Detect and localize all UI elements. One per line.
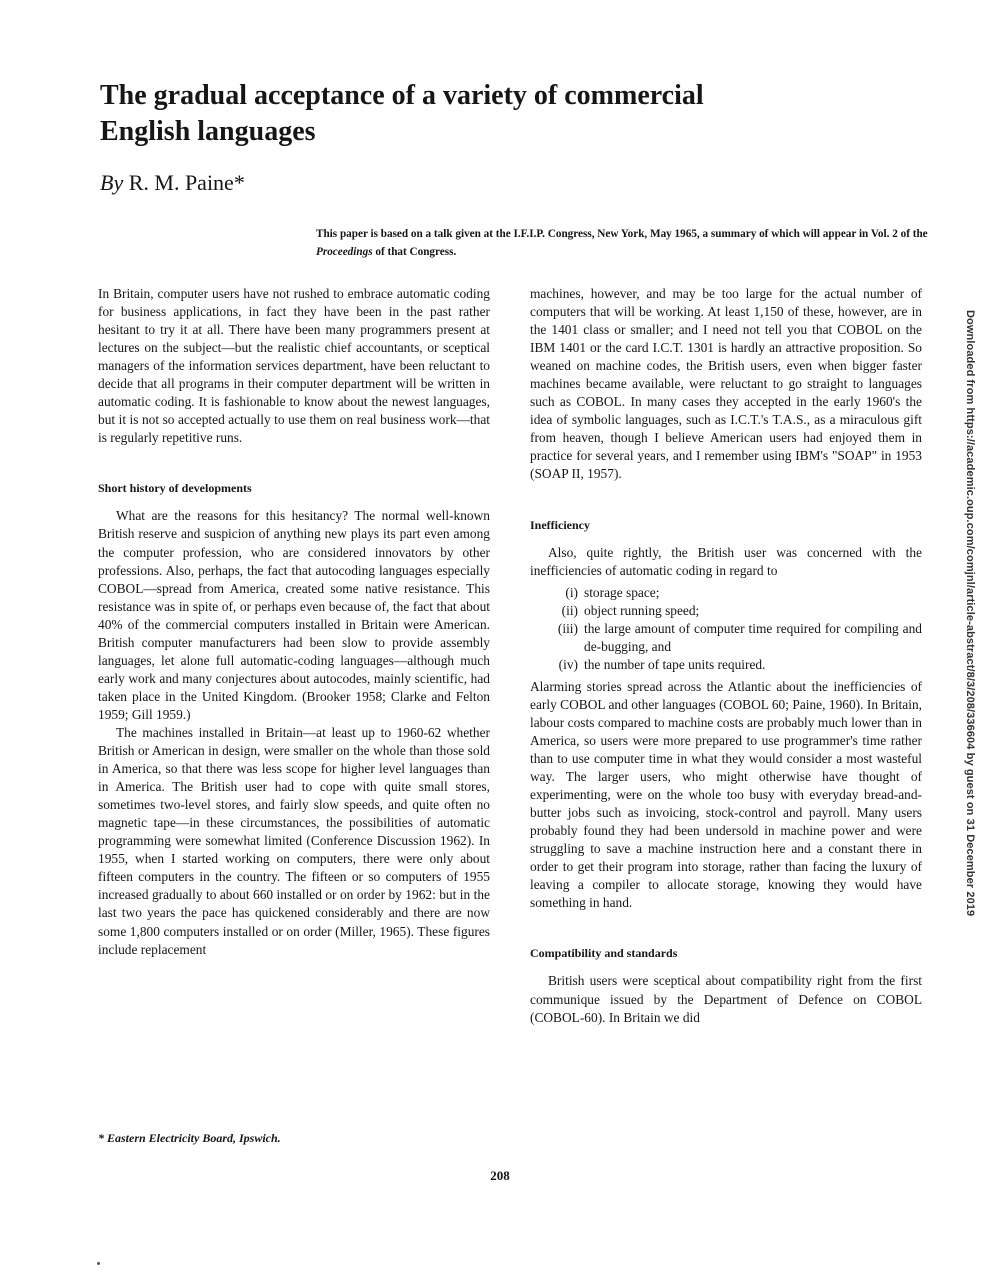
download-watermark-text: Downloaded from https://academic.oup.com/comjnl/article-abstract/8/3/208/336604 by guest on 31 December 2019 xyxy=(964,310,976,917)
scan-speck xyxy=(97,1262,100,1265)
footnote: * Eastern Electricity Board, Ipswich. xyxy=(98,1131,281,1145)
left-column xyxy=(98,285,490,959)
article-title: The gradual acceptance of a variety of commercial English languages xyxy=(100,80,704,147)
author-line xyxy=(100,170,245,196)
page-number: 208 xyxy=(490,1168,510,1183)
inefficiency-list xyxy=(530,584,922,674)
list-item: (i) storage space; xyxy=(565,584,660,600)
section-heading-compatibility: Compatibility and standards xyxy=(530,946,678,961)
continued-paragraph: machines, however, and may be too large for the actual number of computers that will be working. At least 1,150 of these, however, are in the 1401 class or smaller; and I need not tell you that COBOL on the IBM 1401 or the card I.C.T. 1301 is hardly an attractive proposition. So weaned on machine codes, the British users, even when bigger faster machines became available, were reluctant to go straight to languages such as COBOL. In many cases they accepted in the early 1960's the idea of symbolic languages, such as I.C.T.'s T.A.S., as a miraculous gift from heaven, though I believe American users had enjoyed them in practice for several years, and I remember using IBM's "SOAP" in 1953 (SOAP II, 1957). xyxy=(530,286,922,482)
note-text-before: This paper is based on a talk given at the I.F.I.P. Congress, New York, May 1965, a summary of which will appear in Vol. 2 of the xyxy=(316,228,928,240)
inefficiency-intro: Also, quite rightly, the British user was concerned with the inefficiencies of automatic coding in regard to xyxy=(530,544,922,578)
list-item: (iii) the large amount of computer time required for compiling and de-bugging, and xyxy=(557,620,922,654)
inefficiency-paragraph-2: Alarming stories spread across the Atlantic about the inefficiencies of early COBOL and other languages (COBOL 60; Paine, 1960). In Britain, labour costs compared to machine costs are probably much lower than in America, so users were more prepared to use programmer's time rather than to use computer time in what they would consider a most wasteful way. The larger users, who might otherwise have thought of experimenting, were on the whole too busy with everyday bread-and-butter jobs such as invoicing, stock-control and payroll. Many users probably found they had been undersold in machine power and were struggling to save a machine instruction here and a constant there in order to get their program into storage, rather than facing the luxury of leaving a compiler to allocate storage, knowing they would have something in hand. xyxy=(530,678,922,911)
list-item: (iv) the number of tape units required. xyxy=(558,656,766,672)
paper-note xyxy=(316,225,936,261)
download-watermark xyxy=(960,310,976,990)
note-text-italic: Proceedings xyxy=(316,246,373,258)
history-paragraph-2: The machines installed in Britain—at least up to 1960-62 whether British or American in design, were smaller on the whole than those sold in America, so that there was less scope for higher level languages than in America. The British user had to cope with quite small stores, sometimes two-level stores, and fairly slow speeds, and quite often no magnetic tape—in these circumstances, the possibilities of automatic programming were somewhat limited (Conference Discussion 1962). In 1955, when I started working on computers, there were only about fifteen computers in the country. The fifteen or so computers of 1955 increased gradually to about 660 installed or on order by 1962: but in the last two years the pace has quickened considerably and there are now some 1,800 computers installed or on order (Miller, 1965). These figures include replacement xyxy=(98,724,490,957)
compatibility-paragraph-1: British users were sceptical about compatibility right from the first communique issued by the Department of Defence on COBOL (COBOL-60). In Britain we did xyxy=(530,973,922,1025)
list-item: (ii) object running speed; xyxy=(561,602,700,618)
author-name: R. M. Paine* xyxy=(128,170,245,195)
right-column xyxy=(530,285,922,1027)
note-text-after: of that Congress. xyxy=(372,246,457,258)
section-heading-inefficiency: Inefficiency xyxy=(530,517,590,532)
author-prefix: By xyxy=(100,170,124,195)
intro-paragraph: In Britain, computer users have not rushed to embrace automatic coding for business applications, in fact they have been in the past rather hesitant to try it at all. There have been many programmers present at lectures on the subject—but the realistic chief accountants, or sceptical managers of the information services department, have been reluctant to decide that all programs in their computer department will be written in automatic coding. It is fashionable to know about the newest languages, but it is not so accepted actually to use them on real business work—that is regularly repetitive runs. xyxy=(98,286,490,446)
history-paragraph-1: What are the reasons for this hesitancy? The normal well-known British reserve and suspicion of anything new plays its part even among the computer profession, who are considered innovators by other professions. Also, perhaps, the fact that autocoding languages especially COBOL—spread from America, created some native resistance. This resistance was in spite of, or perhaps even because of, the fact that about 40% of the commercial computers installed in Britain were American. British computer manufacturers had been slow to provide assembly languages, let alone full automatic-coding languages—although much early work and many conjectures about autocodes, mainly scientific, had taken place in the United Kingdom. (Brooker 1958; Clarke and Felton 1959; Gill 1959.) xyxy=(98,508,490,722)
section-heading-history: Short history of developments xyxy=(98,481,252,496)
